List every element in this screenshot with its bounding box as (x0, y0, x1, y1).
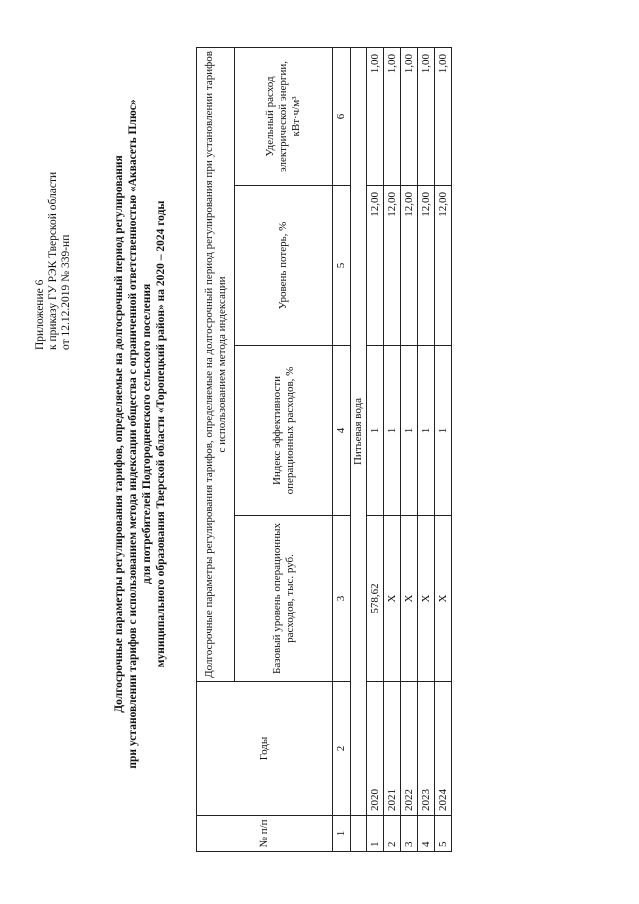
document-title (112, 54, 168, 814)
appendix-line-1: Приложение 6 (34, 279, 46, 350)
table-row (418, 47, 435, 851)
cell-index: 1 (435, 346, 452, 516)
cell-energy: 1,00 (418, 47, 435, 185)
appendix-line-2: к приказу ГУ РЭК Тверской области (47, 171, 59, 350)
cell-year: 2021 (384, 682, 401, 816)
column-numbers-row (333, 47, 351, 851)
section-row (351, 47, 367, 851)
cell-index: 1 (418, 346, 435, 516)
header-group: Долгосрочные параметры регулирования тарифов, определяемые на долгосрочный период регулирования при установлении тарифов с использованием метода индексации (197, 47, 235, 681)
header-number: № п/п (197, 816, 333, 852)
cell-base: X (384, 516, 401, 682)
appendix-note (34, 60, 73, 350)
column-number: 3 (333, 516, 351, 682)
cell-index: 1 (401, 346, 418, 516)
parameters-table (196, 47, 452, 852)
cell-losses: 12,00 (418, 186, 435, 346)
cell-energy: 1,00 (435, 47, 452, 185)
cell-index: 1 (384, 346, 401, 516)
cell-number: 1 (367, 816, 384, 852)
column-number: 1 (333, 816, 351, 852)
cell-energy: 1,00 (384, 47, 401, 185)
section-title: Питьевая вода (351, 47, 367, 815)
cell-losses: 12,00 (367, 186, 384, 346)
column-number: 5 (333, 186, 351, 346)
cell-number: 5 (435, 816, 452, 852)
header-row-main (197, 47, 235, 851)
cell-energy: 1,00 (401, 47, 418, 185)
table-row (384, 47, 401, 851)
header-efficiency-index: Индекс эффективности операционных расходов, % (235, 346, 333, 516)
header-years: Годы (197, 682, 333, 816)
appendix-line-3: от 12.12.2019 № 339-нп (60, 234, 72, 350)
cell-year: 2023 (418, 682, 435, 816)
cell-year: 2020 (367, 682, 384, 816)
cell-number: 3 (401, 816, 418, 852)
column-number: 2 (333, 682, 351, 816)
cell-losses: 12,00 (401, 186, 418, 346)
title-line-1: Долгосрочные параметры регулирования тарифов, определяемые на долгосрочный период регулирования (113, 155, 125, 713)
column-number: 4 (333, 346, 351, 516)
table-row (401, 47, 418, 851)
cell-base: X (435, 516, 452, 682)
cell-number: 4 (418, 816, 435, 852)
table-row (435, 47, 452, 851)
title-line-4: муниципального образования Тверской области «Торопецкий район» на 2020 – 2024 годы (155, 200, 167, 668)
header-base-level: Базовый уровень операционных расходов, тыс. руб. (235, 516, 333, 682)
cell-base: 578,62 (367, 516, 384, 682)
cell-base: X (418, 516, 435, 682)
cell-year: 2024 (435, 682, 452, 816)
cell-number: 2 (384, 816, 401, 852)
cell-index: 1 (367, 346, 384, 516)
column-number: 6 (333, 47, 351, 185)
cell-losses: 12,00 (435, 186, 452, 346)
cell-base: X (401, 516, 418, 682)
table-row (367, 47, 384, 851)
cell-energy: 1,00 (367, 47, 384, 185)
cell-losses: 12,00 (384, 186, 401, 346)
header-energy: Удельный расход электрической энергии, кВт·ч/м³ (235, 47, 333, 185)
title-line-3: для потребителей Подгородненского сельского поселения (141, 283, 153, 585)
cell-year: 2022 (401, 682, 418, 816)
title-line-2: при установлении тарифов с использованием метода индексации общества с ограниченной ответственностью «Аквасеть Плюс» (127, 99, 139, 769)
header-losses: Уровень потерь, % (235, 186, 333, 346)
